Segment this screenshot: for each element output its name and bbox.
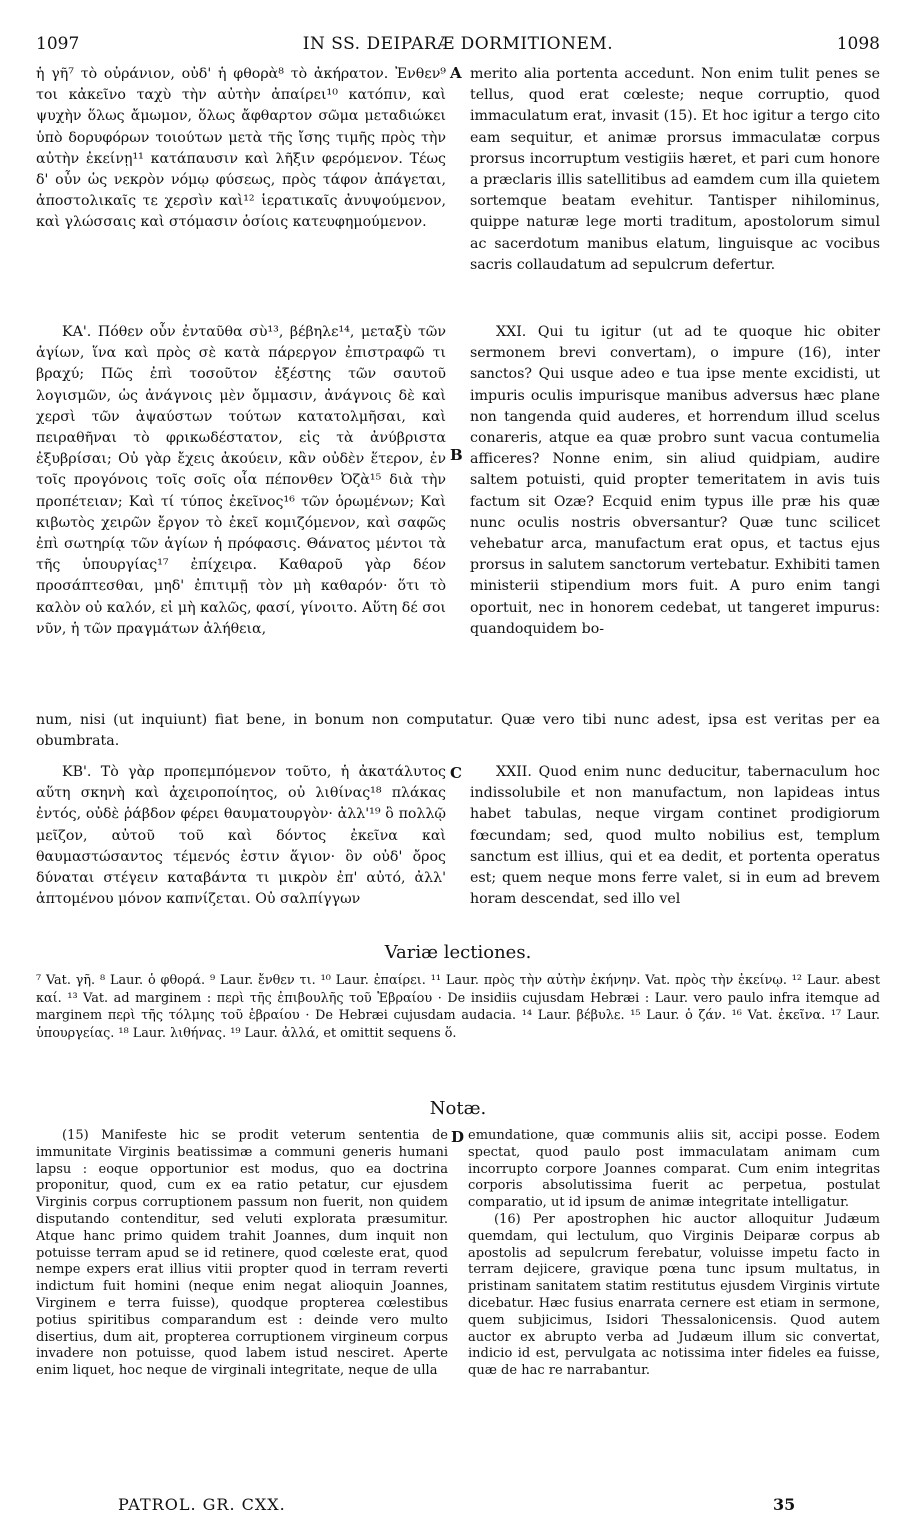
greek-paragraph-3: ΚΒ'. Τὸ γὰρ προπεμπόμενον τοῦτο, ἡ ἀκατάλυτος αὕτη σκηνὴ καὶ ἀχειροποίητος, οὐ λιθίνας¹⁸ πλάκας ἐντός, οὐδὲ ῥάβδον φέρει θαυματουργὸν· ἀλλ'¹⁹ ὃ πολλῷ μεῖζον, αὐτοῦ τοῦ καὶ δόντος ἐκεῖνα καὶ θαυμαστώσαντος τέμενός ἐστιν ἅγιον· ὃν οὐδ' ὄρος δύναται στέγειν καταβάντα τι μικρὸν ἐπ' αὐτό, ἀλλ' ἁπτομένου μόνον καπνίζεται. Οὐ σαλπίγγων (36, 764, 446, 908)
notes-right-column (468, 1128, 880, 1380)
notae-heading: Notæ. (429, 1098, 487, 1119)
margin-letter-a: A (450, 64, 462, 82)
latin-paragraph-2: XXI. Qui tu igitur (ut ad te quoque hic obiter sermonem brevi convertam), o impure (16), inter sanctos? Qui usque adeo e tua ipse mente excidisti, ut impuris oculis impurisque manibus adversus hæc plane non tangenda quid auderes, et horrendum illud scelus conareris, atque ea quæ probro sunt vacua contumelia afficeres? Nonne enim, sin aliud quidpiam, audire saltem potuisti, quid propter temeritatem in avis tuis factum sit Ozæ? Ecquid enim typus ille præ his quæ nunc oculis nostris obversantur? Quæ tunc scilicet vehebatur arca, manufactum erat opus, et tactus ejus prorsus in salutem sanctorum vertebatur. Exhibiti tamen ministerii stipendium mors fuit. A puro enim tangi oportuit, nec in honorem cedebat, ut tangeret impurus: quandoquidem bo- (470, 324, 880, 637)
greek-paragraph-2: ΚΑ'. Πόθεν οὖν ἐνταῦθα σὺ¹³, βέβηλε¹⁴, μεταξὺ τῶν ἁγίων, ἵνα καὶ πρὸς σὲ κατὰ πάρεργον ἐπιστραφῶ τι βραχύ; Πῶς ἐπὶ τοσοῦτον ἐξέστης τῶν σαυτοῦ λογισμῶν, ὡς ἀνάγνοις μὲν ὄμμασιν, ἀνάγνοις δὲ καὶ χερσὶ τῶν ἀψαύστων τούτων κατατολμῆσαι, καὶ πειραθῆναι τὸ φρικωδέστατον, εἰς τὰ ἀνύβριστα ἐξυβρίσαι; Οὐ γὰρ ἔχεις ἀκούειν, κἂν οὐδὲν ἕτερον, ἐν τοῖς προγόνοις τοῖς σοῖς οἷα πέπονθεν Ὀζὰ¹⁵ διὰ τὴν προπέτειαν; Καὶ τί τύπος ἐκεῖνος¹⁶ τῶν ὁρωμένων; Καὶ κιβωτὸς χειρῶν ἔργον τὸ ἐκεῖ κομιζόμενον, καὶ σαφῶς ἐπὶ σωτηρίᾳ τῶν ἁγίων ἡ πρόφασις. Θάνατος μέντοι τὰ τῆς ὑπουργίας¹⁷ ἐπίχειρα. Καθαροῦ γὰρ δέον προσάπτεσθαι, μηδ' ἐπιτιμῇ τὸν μὴ καθαρόν· ὅτι τὸ καλὸν οὐ καλόν, εἰ μὴ καλῶς, φασί, γίνοιτο. Αὕτη δέ σοι νῦν, ἡ τῶν πραγμάτων ἀλήθεια, (36, 324, 446, 637)
running-header (36, 34, 880, 56)
running-title: IN SS. DEIPARÆ DORMITIONEM. (302, 34, 614, 54)
note-15: (15) Manifeste hic se prodit veterum sententia de immunitate Virginis beatissimæ a communi generis humani lapsu : eoque opportunior est modus, quo ea doctrina proponitur, quod, cum ex ea ratio petatur, cur ejusdem Virginis corpus corruptionem passum non fuerit, non quidem disputando contenditur, sed veluti explorata præsumitur. Atque hanc primo quidem trahit Joannes, dum inquit non potuisse terram apud se id retinere, quod cœleste erat, quod nempe expers erat illius vitii propter quod in terram reverti indictum fuit homini (neque enim negat alioquin Joannes, Virginem e terra fuisse), quodque propterea cœlestibus potius spiritibus comparandum est : deinde vero multo disertius, dum ait, propterea corruptionem virgineum corpus invadere non potuisse, quod labem istud nesciret. Aperte enim liquet, hoc neque de virginali integritate, neque de ulla (36, 1128, 448, 1379)
margin-letter-b: B (450, 446, 463, 464)
full-width-continuation: num, nisi (ut inquiunt) fiat bene, in bonum non computatur. Quæ vero tibi nunc adest, ipsa est veritas per ea obumbrata. (36, 712, 880, 750)
margin-letter-c: C (450, 764, 462, 782)
latin-paragraph-3: XXII. Quod enim nunc deducitur, tabernaculum hoc indissolubile et non manufactum, non lapideas intus habet tabulas, neque virgam continet prodigiorum fœcundam; sed, quod multo nobilius est, templum sanctum est illius, qui et ea dedit, et portenta operatus est; quem neque mons ferre valet, si in eum ad brevem horam descendat, sed illo vel (470, 764, 880, 908)
footer-page-number: 35 (773, 1495, 796, 1514)
variae-heading: Variæ lectiones. (384, 942, 532, 963)
latin-paragraph-1: merito alia portenta accedunt. Non enim tulit penes se tellus, quod erat cœleste; neque corruptio, quod immaculatum erat, invasit (15). Et hoc igitur a tergo cito eam sequitur, et animæ prorsus immaculatæ corpus prorsus incorruptum vestigiis hæret, et pari cum honore a præclaris illis satellitibus ad eamdem cum illa quietem sortemque beatam evehitur. Tantisper nihilominus, quippe naturæ lege morti traditum, apostolorum simul ac sacerdotum manibus elatum, linguisque ac vocibus sacris collaudatum ad sepulcrum defertur. (470, 66, 880, 273)
left-column-number: 1097 (36, 34, 80, 54)
margin-letter-d: D (451, 1128, 465, 1146)
footer-volume: PATROL. GR. CXX. (118, 1495, 286, 1514)
note-15-continued: emundatione, quæ communis aliis sit, accipi posse. Eodem spectat, quod paulo post immaculatam animam cum incorrupto corpore Joannes comparat. Cum enim integritas corporis absolutissima fuerit ac perpetua, postulat comparatio, ut id ipsum de animæ integritate intelligatur. (468, 1128, 880, 1211)
note-16: (16) Per apostrophen hic auctor alloquitur Judæum quemdam, qui lectulum, quo Virginis Deiparæ corpus ab apostolis ad sepulcrum ferebatur, voluisse impetu facto in terram dejicere, gravique pœna tunc ipsum multatus, in pristinam sanitatem statim restitutus ejusdem Virginis virtute dicebatur. Hæc fusius enarrata cernere est etiam in sermone, quem subjicimus, Isidori Thessalonicensis. Quod autem auctor ex abrupto verba ad Judæum illum sic convertat, indicio id est, pervulgata ac notissima inter fideles ea fuisse, quæ de hac re narrabantur. (468, 1211, 880, 1379)
right-column-number: 1098 (836, 34, 880, 54)
greek-paragraph-1: ἡ γῆ⁷ τὸ οὐράνιον, οὐδ' ἡ φθορὰ⁸ τὸ ἀκήρατον. Ἐνθεν⁹ τοι κἀκεῖνο ταχὺ τὴν αὐτὴν ἀπαίρει¹⁰ κατόπιν, καὶ ψυχὴν ὅλως ἄμωμον, ὅλως ἄφθαρτον σῶμα μεταδιώκει ὑπὸ δορυφόρων τοιούτων μετὰ τῆς ἴσης τιμῆς πρὸς τὴν αὐτὴν ἐκείνῃ¹¹ κατάπαυσιν καὶ λῆξιν φερόμενον. Τέως δ' οὖν ὡς νεκρὸν νόμῳ φύσεως, πρὸς τάφον ἀπάγεται, ἀποστολικαῖς τε χερσὶν καὶ¹² ἱερατικαῖς ἀνυψούμενον, καὶ γλώσσαις καὶ στόμασιν ὁσίοις κατευφημούμενον. (36, 66, 446, 231)
variae-lectiones-text: ⁷ Vat. γῆ. ⁸ Laur. ὁ φθορά. ⁹ Laur. ἔνθεν τι. ¹⁰ Laur. ἐπαίρει. ¹¹ Laur. πρὸς τὴν αὐτὴν ἐκήνην. Vat. πρὸς τὴν ἐκείνῳ. ¹² Laur. abest καί. ¹³ Vat. ad marginem : περὶ τῆς ἐπιβουλῆς τοῦ Ἑβραίου · De insidiis cujusdam Hebræi : Laur. vero paulo infra itemque ad marginem περὶ τῆς τόλμης τοῦ ἑβραίου · De Hebræi cujusdam audacia. ¹⁴ Laur. βέβυλε. ¹⁵ Laur. ὁ ζάν. ¹⁶ Vat. ἐκεῖνα. ¹⁷ Laur. ὑπουργείας. ¹⁸ Laur. λιθήνας. ¹⁹ Laur. ἀλλά, et omittit sequens ὅ. (36, 973, 880, 1041)
